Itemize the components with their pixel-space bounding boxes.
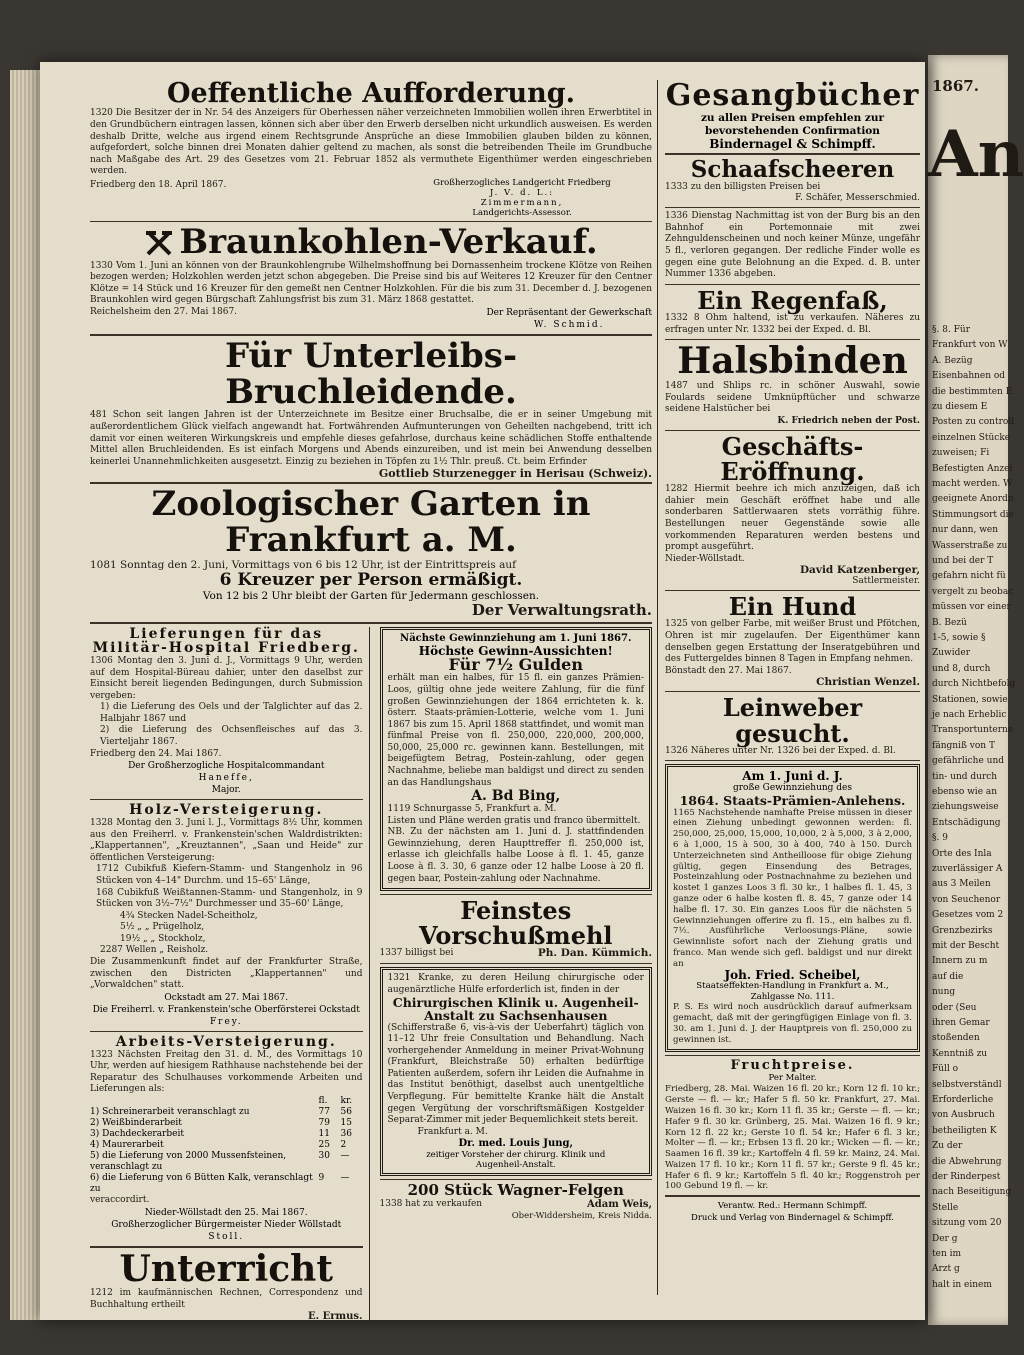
ad-body: 1332 8 Ohm haltend, ist zu verkaufen. Näheres zu erfragen unter Nr. 1332 bei der Exped. d. Bl. xyxy=(665,312,920,335)
right-page-line: oder (Seu xyxy=(932,1002,977,1013)
ad-body: 1330 Vom 1. Juni an können von der Braunkohlengrube Wilhelmshoffnung bei Dornassenheim trockene Klötze von Reihen bezogen werden; Holzkohlen werden jetzt schon abgegeben. Die Preise sind bis auf Weiteres 12 Kreuzer für den Centner Klötze = 14 Stück und 16 Kreuzer für den gemeßt nen Centner Holzkohlen. Für die bis zum 31. December d. J. bezogenen Braunkohlen wird gegen Bürgschaft Zahlungsfrist bis zum 31. März 1868 gestattet. xyxy=(90,260,652,306)
ad-item: 1) die Lieferung des Oels und der Talglichter auf das 2. Halbjahr 1867 und xyxy=(100,702,363,724)
fruchtpreise xyxy=(665,1059,920,1193)
ad-sign: Großherzogliches Landgericht Friedberg xyxy=(433,177,611,188)
right-page-line: die bestimmten E xyxy=(932,386,1013,397)
right-page-line: 1-5, sowie § xyxy=(932,633,986,643)
ad-date: Ockstadt am 27. Mai 1867. xyxy=(164,992,289,1003)
ad-title: Ein Regenfaß, xyxy=(697,285,888,315)
right-page-line: Posten zu controll xyxy=(932,417,1015,428)
ad-highlight: Für 7½ Gulden xyxy=(448,654,583,674)
ad-title: Zoologischer Garten in Frankfurt a. M. xyxy=(151,484,591,560)
ad-body: NB. Zu der nächsten am 1. Juni d. J. stattfindenden Gewinnziehung, deren Haupttreffer fl. 250,000 ist, erlasse ich gleichfalls halbe Loose à fl. 1. 45, ganze Loose à fl. 3. 30, 6 ganze oder 12 halbe Loose à 20 fl. gegen baar, Postein-zahlung oder Nachnahme. xyxy=(387,827,644,884)
right-page-line: selbstverständl xyxy=(932,1079,1002,1090)
ad-body: 1081 Sonntag den 2. Juni, Vormittags von 6 bis 12 Uhr, ist der Eintrittspreis auf xyxy=(90,558,516,571)
ad-date: Friedberg den 18. April 1867. xyxy=(90,179,227,190)
ad-felgen xyxy=(380,1183,653,1221)
right-page-line: Zu der xyxy=(932,1141,963,1152)
impressum xyxy=(665,1200,920,1224)
ad-sign: J. V. d. L.: xyxy=(489,187,555,198)
ad-signer: Bindernagel & Schimpff. xyxy=(709,136,876,151)
ad-schaaf xyxy=(665,155,920,205)
right-page-line: Frankfurt von W xyxy=(932,340,1008,351)
table-row: 1) Schreinerarbeit veranschlagt zu 77 56 xyxy=(90,1106,352,1117)
ad-subtitle: große Gewinnziehung des xyxy=(732,783,853,794)
ad-title: 1864. Staats-Prämien-Anlehens. xyxy=(679,793,906,809)
ad-date: Nieder-Wöllstadt den 25. Mai 1867. xyxy=(144,1207,308,1218)
ad-gewinn xyxy=(380,627,653,892)
right-page-line: betheiligten K xyxy=(932,1125,997,1136)
right-page-line: gefährliche und xyxy=(932,756,1005,767)
ad-sign: Frey. xyxy=(209,1016,243,1027)
ad-sign: Stoll. xyxy=(208,1231,245,1242)
ad-verloren xyxy=(665,211,920,281)
ad-body: 481 Schon seit langen Jahren ist der Unterzeichnete im Besitze einer Bruchsalbe, die er in seiner Umgebung mit außerordentlichem Glück vielfach angewandt hat. Fortwährenden Aufmunterungen von Geheilten nachgebend, tritt ich damit vor einen weiteren Wirkungskreis und empfehle dieses gefahrlose, durchaus keine schädlichen Stoffe enthaltende Mittel allen Bruchleidenden. Es ist einfach Morgens und Abends einzureiben, und ist mein bei Anwendung desselben keinerlei Unannehmlichkeiten ausgesetzt. Einzig zu beziehen in Töpfen zu 1½ Thlr. preuß. Ct. beim Erfinder xyxy=(90,410,652,467)
right-page-line: Kenntniß zu xyxy=(932,1048,988,1059)
ad-role: Sattlermeister. xyxy=(852,576,920,587)
right-page-line: der Rinderpest xyxy=(932,1172,1001,1182)
ad-item: 4¾ Stecken Nadel-Scheitholz, xyxy=(120,910,258,921)
ad-sign: Großherzoglicher Bürgermeister Nieder Wöllstadt xyxy=(111,1219,342,1230)
ad-body: 1306 Montag den 3. Juni d. J., Vormittags 9 Uhr, werden auf dem Hospital-Büreau dahier, unter den daselbst zur Einsicht bereit liegenden Bedingungen, durch Submission vergeben: xyxy=(90,655,363,701)
ad-body: zu allen Preisen empfehlen zur bevorstehenden Confirmation xyxy=(700,111,885,137)
ad-body: 1165 Nachstehende namhafte Preise müssen in dieser einen Ziehung unbedingt gewonnen werden: fl. 250,000, 25,000, 15,000, 10,000, 2 à 5,000, 3 à 2,000, 6 à 1,000, 15 à 500, 30 à 400, 740 à 150. Durch Unterzeichneten sind Antheilloose für obige Ziehung gültig, gegen Einsendung des Betrages, Posteinzahlung oder Postnachnahme zu beziehen und kostet 1 ganzes Loos 3 fl. 30 kr., 1 halbes fl. 1. 45, 3 ganze oder 6 halbe kosten fl. 8. 45, 7 ganze oder 14 halbe fl. 17. 30. Ein ganzes Loos für die nächsten 5 Gewinnziehungen offerire zu fl. 15., ein halbes zu fl. 7½. Ausführliche Verloosungs-Pläne, sowie Gewinnliste sofort nach der Ziehung gratis und franco. Man wende sich gefl. baldigst und nur direkt an xyxy=(673,807,912,969)
ad-signer: Ph. Dan. Kümmich. xyxy=(537,947,652,960)
ad-title: Ein Hund xyxy=(728,592,857,622)
right-page-line: fängniß von T xyxy=(932,740,995,751)
ad-body: P. S. Es wird noch ausdrücklich darauf aufmerksam gemacht, daß mit der geringfügigen Einlage von fl. 3. 30. am 1. Juni d. J. der Hauptpreis von fl. 250,000 zu gewinnen ist. xyxy=(673,1002,912,1045)
right-page-line: je nach Erheblic xyxy=(932,710,1007,720)
table-row: 5) die Lieferung von 2000 Mussenfsteinen, veranschlagt zu 30 — xyxy=(90,1150,350,1172)
ad-body: 1338 hat zu verkaufen xyxy=(379,1199,483,1210)
ad-place: Frankfurt a. M. xyxy=(417,1126,488,1137)
ad-title: Braunkohlen-Verkauf. xyxy=(179,221,598,262)
ad-sign: Landgerichts-Assessor. xyxy=(472,207,572,218)
ad-title: Höchste Gewinn-Aussichten! xyxy=(418,643,613,658)
ad-body: 1325 von gelber Farbe, mit weißer Brust und Pfötchen, Ohren ist mir zugelaufen. Der Eigenthümer kann denselben gegen Erstattung der Inseratgebühren und des Futtergeldes binnen 8 Tagen in Empfang nehmen. xyxy=(665,619,920,665)
ad-title: Lieferungen für das Militär-Hospital Friedberg. xyxy=(92,625,360,657)
ad-body: 1282 Hiermit beehre ich mich anzuzeigen, daß ich dahier mein Geschäft eröffnet habe und alle sonderbaren Sattlerwaaren stets vorräthig führe. Bestellungen neuer Gegenstände sowie alle vorkommenden Reparaturen werden bestens und prompt ausgeführt. xyxy=(665,484,920,553)
right-page-line: Erforderliche xyxy=(932,1095,994,1105)
ad-item: 19½ „ „ Stockholz, xyxy=(120,933,206,944)
ad-sign: Der Repräsentant der Gewerkschaft xyxy=(486,307,652,318)
right-page-line: vergelt zu beobac xyxy=(932,586,1014,597)
ad-arbeit xyxy=(90,1035,363,1243)
table-row: 4) Maurerarbeit 25 2 xyxy=(90,1139,347,1150)
left-column xyxy=(90,80,652,1322)
right-page-line: zuweisen; Fi xyxy=(932,448,990,459)
ad-klinik xyxy=(380,967,653,1176)
section-subtitle: Per Malter. xyxy=(768,1073,817,1084)
ad-body: Die Zusammenkunft findet auf der Frankfurter Straße, zwischen den Districten „Klappertannen" und „Vorwaldchen" statt. xyxy=(90,957,363,991)
right-page-line: A. Bezüg xyxy=(932,355,973,366)
ad-unterricht xyxy=(90,1247,363,1323)
ad-title: Schaafscheeren xyxy=(690,155,895,183)
ad-body: 1212 im kaufmännischen Rechnen, Correspondenz und Buchhaltung ertheilt xyxy=(90,1288,363,1310)
ad-body: 1328 Montag den 3. Juni l. J., Vormittags 8½ Uhr, kommen aus den Freiherrl. v. Frankenstein'schen Waldrdistrikten: „Klappertannen", „Kreuztannen", „Saan und Heide" zur öffentlichen Versteigerung: xyxy=(90,817,363,863)
right-page-line: ziehungsweise xyxy=(932,802,999,813)
right-page-line: Wasserstraße zu xyxy=(932,540,1008,551)
right-page-line: Eisenbahnen od xyxy=(932,371,1006,382)
right-page-line: auf die xyxy=(932,971,964,982)
ad-sign: Der Großherzogliche Hospitalcommandant xyxy=(128,761,325,772)
ad-title: Halsbinden xyxy=(677,340,908,383)
ad-body: 1320 Die Besitzer der in Nr. 54 des Anzeigers für Oberhessen näher verzeichneten Immobilien wollen ihren Erwerbtitel in den Grundbüchern eintragen lassen, können sich aber über den Erwerb derselben nicht urkundlich ausweisen. Es werden deshalb Dritte, welche aus irgend einem Rechtsgrunde Ansprüche an diese Immobilien glauben bilden zu können, aufgefordert, solche binnen drei Monaten dahier geltend zu machen, als sonst die betreibenden Theile im Grundbuche nach Maßgabe des Art. 29 des Gesetzes vom 21. Februar 1852 als vermuthete Eigenthümer werden eingeschrieben werden. xyxy=(90,108,652,177)
right-page-line: von Seuchenor xyxy=(932,894,1001,905)
right-page-line: Grenzbezirks xyxy=(932,925,993,936)
right-page-line: und bei der T xyxy=(932,556,994,566)
right-page-line: zu diesem E xyxy=(932,402,988,412)
ad-body: 1326 Näheres unter Nr. 1326 bei der Exped. d. Bl. xyxy=(665,745,896,756)
ad-body: 1337 billigst bei xyxy=(379,948,454,959)
ad-holz xyxy=(90,803,363,1028)
right-page-line: ebenso wie an xyxy=(932,787,998,797)
right-page-line: B. Bezü xyxy=(932,617,967,628)
ad-item: 168 Cubikfuß Weißtannen-Stamm- und Stangenholz, in 9 Stücken von 3½–7½" Durchmesser und 35–60' Länge, xyxy=(96,887,363,910)
ad-signer: Adam Weis, xyxy=(587,1199,652,1211)
right-page-line: Zuwider xyxy=(932,648,971,659)
right-page-line: stoßenden xyxy=(932,1033,980,1044)
ad-sign: Major. xyxy=(211,785,241,796)
ad-zoo xyxy=(90,484,652,619)
ad-title: Feinstes Vorschußmehl xyxy=(418,896,613,951)
ad-addr: Ober-Widdersheim, Kreis Nidda. xyxy=(511,1210,652,1221)
ad-title: Gesangbücher xyxy=(665,78,920,113)
ad-firm-desc: Staatseffekten-Handlung in Frankfurt a. M., Zahlgasse No. 111. xyxy=(696,981,889,1002)
table-row: 3) Dachdeckerarbeit 11 36 xyxy=(90,1128,352,1139)
right-page xyxy=(928,55,1024,1325)
col-header: kr. xyxy=(340,1095,353,1106)
right-page-line: nach Beseitigung xyxy=(932,1187,1012,1198)
ad-role: Augenheil-Anstalt. xyxy=(475,1160,556,1171)
right-page-heading: An xyxy=(928,117,1024,192)
ad-title: Leinweber gesucht. xyxy=(722,693,863,748)
ad-body: erhält man ein halbes, für 15 fl. ein ganzes Prämien-Loos, gültig ohne jede weitere Zahlung, für die fünf großen Gewinnziehungen der 1864 errichteten k. k. österr. Staats-prämien-Lotterie, welche vom 1. Juni 1867 bis zum 15. April 1868 stattfindet, und womit man fünfmal Preise von fl. 250,000, 220,000, 200,000, 50,000, 25,000 rc. gewinnen kann. Bestellungen, mit beigefügtem Betrag, Postein-zahlung, oder gegen Nachnahme, beliebe man baldigst und direct zu senden an das Handlungshaus xyxy=(387,673,644,788)
ad-title: Arbeits-Versteigerung. xyxy=(115,1033,337,1050)
right-page-line: Stimmungsort die xyxy=(932,509,1014,520)
price-list: Friedberg, 28. Mai. Waizen 16 fl. 20 kr.; Korn 12 fl. 10 kr.; Gerste — fl. — kr.; Hafer 5 fl. 50 kr. Frankfurt, 27. Mai. Waizen 16 fl. 30 kr.; Korn 11 fl. 35 kr.; Gerste — fl. — kr.; Hafer 9 fl. 30 kr. Grünberg, 25. Mai. Waizen 16 fl. 9 kr.; Korn 12 fl. 22 kr.; Gerste 10 fl. 54 kr.; Hafer 6 fl. 3 kr.; Molter — fl. — kr.; Erbsen 13 fl. 20 kr.; Wicken — fl. — kr.; Saamen 16 fl. 39 kr.; Kartoffeln 4 fl. 59 kr. Mainz, 24. Mai. Waizen 17 fl. 10 kr.; Korn 11 fl. 57 kr.; Gerste 9 fl. 45 kr.; Hafer 6 fl. 9 kr.; Kartoffeln 5 fl. 40 kr.; Roggenstroh per 100 Gebund 19 fl. — kr. xyxy=(665,1084,920,1192)
ad-title: Oeffentliche Aufforderung. xyxy=(166,78,576,109)
ad-braunkohlen xyxy=(90,221,652,331)
ad-place: Nieder-Wöllstadt. xyxy=(665,553,745,564)
ad-body: 1321 Kranke, zu deren Heilung chirurgische oder augenärztliche Hülfe erforderlich ist, finden in der xyxy=(387,973,644,995)
ad-firm: Joh. Fried. Scheibel, xyxy=(724,968,861,983)
ad-halsbinden xyxy=(665,340,920,427)
ad-militaer xyxy=(90,627,363,797)
ad-title: Holz-Versteigerung. xyxy=(129,802,324,819)
ad-sign: W. Schmid. xyxy=(534,319,605,330)
crossed-tools-icon xyxy=(144,228,174,258)
ad-date: Reichelsheim den 27. Mai 1867. xyxy=(90,306,238,317)
ad-signer: Der Verwaltungsrath. xyxy=(471,600,652,619)
ad-sign: Haneffe, xyxy=(198,773,254,784)
section-title: Fruchtpreise. xyxy=(730,1057,855,1073)
right-page-line: sitzung vom 20 xyxy=(932,1218,1002,1229)
impressum-publisher: Druck und Verlag von Bindernagel & Schimpff. xyxy=(691,1213,894,1224)
ad-body: Listen und Pläne werden gratis und franco übermittelt. xyxy=(387,815,641,826)
ad-sign: Die Freiherrl. v. Frankenstein'sche Oberförsterei Ockstadt xyxy=(92,1004,360,1015)
right-page-line: Innern zu m xyxy=(932,956,988,967)
column-rule xyxy=(657,80,658,1295)
ad-firm: A. Bd Bing, xyxy=(471,788,561,805)
ad-gesang xyxy=(665,80,920,150)
ad-title: Chirurgischen Klinik u. Augenheil-Anstalt zu Sachsenhausen xyxy=(392,995,639,1024)
ad-anlehen xyxy=(665,764,920,1051)
right-page-line: nung xyxy=(932,987,956,998)
ad-body: (Schifferstraße 6, vis-à-vis der Ueberfahrt) täglich von 11–12 Uhr freie Consultation und Behandlung. Nach vorhergehender Anmeldung in meiner Privat-Wohnung (Frankfurt, Bleichstraße 50) erhalten bedürftige Patienten außerdem, sofern ihr Leiden die Aufnahme in das Institut benöthigt, daselbst auch unentgeltliche Verpflegung. Für bemittelte Kranke hält die Anstalt gegen Vergütung der vorschriftsmäßigen Kostgelder Separat-Zimmer mit jeder Bequemlichkeit stets bereit. xyxy=(387,1022,644,1126)
book-spine xyxy=(10,70,44,1320)
ad-role: zeitiger Vorsteher der chirurg. Klinik und xyxy=(426,1150,606,1161)
ad-hund xyxy=(665,594,920,688)
right-page-line: gefahrn nicht fü xyxy=(932,571,1006,582)
ad-item: 2287 Wellen „ Reisholz. xyxy=(100,945,209,956)
right-page-line: Gesetzes vom 2 xyxy=(932,910,1004,921)
right-page-line: macht werden. W xyxy=(932,479,1013,489)
ad-date: Bönstadt den 27. Mai 1867. xyxy=(665,665,792,676)
ad-item: 5½ „ „ Prügelholz, xyxy=(120,922,205,933)
right-page-line: die Abwehrung xyxy=(932,1156,1002,1167)
ad-title: Nächste Gewinnziehung am 1. Juni 1867. xyxy=(400,632,632,644)
ad-signer: Christian Wenzel. xyxy=(816,676,920,689)
table-row: 2) Weißbinderarbeit 79 15 xyxy=(90,1117,352,1128)
ad-body: 1336 Dienstag Nachmittag ist von der Burg bis an den Bahnhof ein Portemonnaie mit zwei Zehnguldenscheinen und noch keiner Münze, ungefähr 5 fl., verloren gegangen. Der redliche Finder wolle es gegen eine gute Belohnung an die Exped. d. B. unter Nummer 1336 abgeben. xyxy=(665,211,920,280)
right-page-line: Arzt g xyxy=(932,1264,960,1275)
ad-body: veraccordirt. xyxy=(90,1194,150,1205)
ad-title: Am 1. Juni d. J. xyxy=(742,769,843,784)
ad-title: 200 Stück Wagner-Felgen xyxy=(407,1181,624,1200)
ad-regenfass xyxy=(665,285,920,336)
ad-date: Friedberg den 24. Mai 1867. xyxy=(90,748,222,759)
right-page-line: aus 3 Meilen xyxy=(932,879,991,890)
ad-geschaeft xyxy=(665,431,920,588)
ad-signer: E. Ermus. xyxy=(308,1311,363,1323)
right-page-year: 1867. xyxy=(932,77,979,95)
ad-title: Geschäfts-Eröffnung. xyxy=(720,431,865,486)
right-page-line: Der g xyxy=(932,1233,958,1244)
table-row: 6) die Lieferung von 6 Bütten Kalk, veranschlagt zu 9 — xyxy=(90,1172,350,1194)
ad-body: 1333 zu den billigsten Preisen bei xyxy=(665,181,821,192)
ad-leinweber xyxy=(665,695,920,757)
right-page-line: müssen vor einer xyxy=(932,602,1011,613)
right-page-line: durch Nichtbefolg xyxy=(932,679,1016,690)
impressum-editor: Verantw. Red.: Hermann Schimpff. xyxy=(717,1201,868,1212)
right-page-line: und 8, durch xyxy=(932,663,991,674)
right-page-line: Orte des Inla xyxy=(932,848,992,859)
ad-addr: 1119 Schnurgasse 5, Frankfurt a. M. xyxy=(387,803,557,814)
right-page-line: geeignete Anordn xyxy=(932,494,1014,505)
ad-body: Von 12 bis 2 Uhr bleibt der Garten für Jedermann geschlossen. xyxy=(202,589,540,602)
ad-body: 1487 und Shlips rc. in schöner Auswahl, sowie Foulards seidene Umknüpftücher und schwarze seidene Halstücher bei xyxy=(665,380,920,415)
ad-bruch xyxy=(90,335,652,481)
ad-signer: Dr. med. Louis Jung, xyxy=(458,1138,573,1150)
ad-sign: Zimmermann, xyxy=(480,197,564,208)
right-page-line: zuverlässiger A xyxy=(932,864,1003,874)
ad-aufforderung xyxy=(90,80,652,218)
ad-title: Für Unterleibs-Bruchleidende. xyxy=(224,335,518,412)
right-page-line: §. 9 xyxy=(932,833,948,844)
right-page-line: Transportunterne xyxy=(932,725,1014,736)
ad-signer: K. Friedrich neben der Post. xyxy=(777,415,920,426)
ad-highlight: 6 Kreuzer per Person ermäßigt. xyxy=(219,569,523,590)
right-page-line: ihren Gemar xyxy=(932,1018,990,1028)
right-page-line: Stelle xyxy=(932,1202,959,1213)
right-page-line: einzelnen Stücke xyxy=(932,432,1011,443)
right-page-line: §. 8. Für xyxy=(932,325,971,335)
right-page-line: von Ausbruch xyxy=(932,1110,995,1121)
col-header: fl. xyxy=(318,1095,328,1106)
right-page-line: tin- und durch xyxy=(932,771,998,782)
right-page-line: Füll o xyxy=(932,1064,959,1075)
right-page-line: mit der Bescht xyxy=(932,941,1000,951)
ad-signer: F. Schäfer, Messerschmied. xyxy=(795,193,920,204)
ad-vorschuss xyxy=(380,898,653,960)
ad-signer: David Katzenberger, xyxy=(799,564,920,577)
right-page-line: nur dann, wen xyxy=(932,525,999,536)
right-page-line: Entschädigung xyxy=(932,817,1001,828)
right-page-line: Stationen, sowie xyxy=(932,694,1008,705)
ad-body: 1323 Nächsten Freitag den 31. d. M., des Vormittags 10 Uhr, werden auf hiesigem Rathhause nachstehende bei der Reparatur des Schulhauses vorkommende Arbeiten und Lieferungen als: xyxy=(90,1049,363,1095)
cost-table xyxy=(90,1096,363,1195)
right-column xyxy=(665,80,920,1224)
ad-title: Unterricht xyxy=(119,1247,333,1290)
right-page-line: ten im xyxy=(932,1249,962,1259)
ad-signer: Gottlieb Sturzenegger in Herisau (Schweiz). xyxy=(378,467,652,481)
right-page-line: Befestigten Anzei xyxy=(932,463,1013,474)
right-page-line: halt in einem xyxy=(932,1279,992,1290)
ad-item: 1712 Cubikfuß Kiefern-Stamm- und Stangenholz in 96 Stücken von 4–14" Durchm. und 15–65' Länge, xyxy=(96,864,363,886)
ad-item: 2) die Lieferung des Ochsenfleisches auf das 3. Vierteljahr 1867. xyxy=(100,725,363,748)
